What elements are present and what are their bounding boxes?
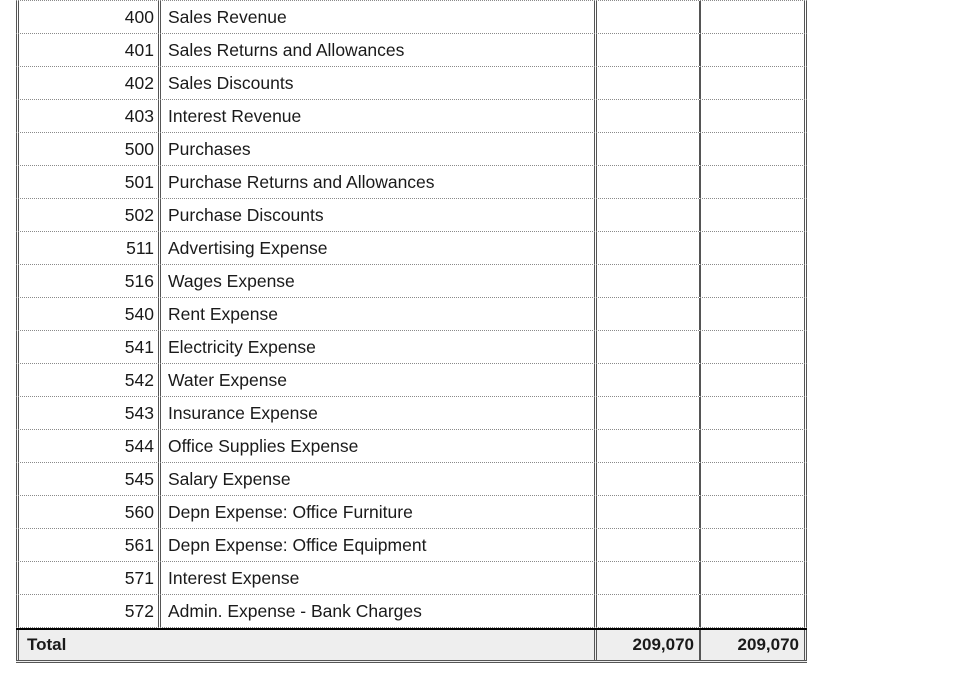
table-row — [16, 133, 807, 166]
account-name: Purchases — [158, 133, 594, 165]
account-name: Interest Expense — [158, 562, 594, 594]
table-row — [16, 0, 807, 34]
debit-cell[interactable] — [594, 1, 700, 33]
account-name: Rent Expense — [158, 298, 594, 330]
credit-cell[interactable] — [700, 562, 807, 594]
credit-cell[interactable] — [700, 298, 807, 330]
debit-cell[interactable] — [594, 232, 700, 264]
account-name: Admin. Expense - Bank Charges — [158, 595, 594, 627]
debit-cell[interactable] — [594, 298, 700, 330]
table-row — [16, 199, 807, 232]
account-number: 544 — [16, 430, 158, 462]
debit-cell[interactable] — [594, 529, 700, 561]
account-name: Advertising Expense — [158, 232, 594, 264]
account-name: Depn Expense: Office Furniture — [158, 496, 594, 528]
credit-cell[interactable] — [700, 133, 807, 165]
account-number: 560 — [16, 496, 158, 528]
table-row — [16, 265, 807, 298]
table-row — [16, 463, 807, 496]
debit-cell[interactable] — [594, 430, 700, 462]
account-name: Salary Expense — [158, 463, 594, 495]
account-name: Insurance Expense — [158, 397, 594, 429]
total-debit-cell[interactable]: 209,070 — [594, 630, 700, 660]
table-row — [16, 430, 807, 463]
credit-cell[interactable] — [700, 331, 807, 363]
table-row — [16, 100, 807, 133]
credit-cell[interactable] — [700, 199, 807, 231]
credit-cell[interactable] — [700, 496, 807, 528]
account-number: 511 — [16, 232, 158, 264]
debit-cell[interactable] — [594, 34, 700, 66]
account-name: Wages Expense — [158, 265, 594, 297]
credit-cell[interactable] — [700, 166, 807, 198]
account-name: Interest Revenue — [158, 100, 594, 132]
trial-balance-table — [16, 0, 807, 663]
table-row — [16, 595, 807, 628]
debit-cell[interactable] — [594, 166, 700, 198]
account-number: 561 — [16, 529, 158, 561]
account-name: Electricity Expense — [158, 331, 594, 363]
account-rows — [16, 0, 807, 628]
account-number: 543 — [16, 397, 158, 429]
credit-cell[interactable] — [700, 100, 807, 132]
account-name: Purchase Returns and Allowances — [158, 166, 594, 198]
account-name: Water Expense — [158, 364, 594, 396]
debit-cell[interactable] — [594, 364, 700, 396]
table-row — [16, 298, 807, 331]
account-number: 501 — [16, 166, 158, 198]
debit-cell[interactable] — [594, 100, 700, 132]
account-name: Office Supplies Expense — [158, 430, 594, 462]
table-row — [16, 232, 807, 265]
account-number: 402 — [16, 67, 158, 99]
account-number: 572 — [16, 595, 158, 627]
credit-cell[interactable] — [700, 595, 807, 627]
total-row — [16, 628, 807, 663]
account-number: 542 — [16, 364, 158, 396]
account-name: Sales Revenue — [158, 1, 594, 33]
table-row — [16, 331, 807, 364]
debit-cell[interactable] — [594, 397, 700, 429]
account-number: 540 — [16, 298, 158, 330]
debit-cell[interactable] — [594, 67, 700, 99]
account-number: 500 — [16, 133, 158, 165]
table-row — [16, 397, 807, 430]
account-number: 403 — [16, 100, 158, 132]
account-number: 545 — [16, 463, 158, 495]
credit-cell[interactable] — [700, 463, 807, 495]
table-row — [16, 364, 807, 397]
account-name: Sales Discounts — [158, 67, 594, 99]
account-number: 541 — [16, 331, 158, 363]
account-name: Depn Expense: Office Equipment — [158, 529, 594, 561]
credit-cell[interactable] — [700, 529, 807, 561]
account-number: 516 — [16, 265, 158, 297]
credit-cell[interactable] — [700, 430, 807, 462]
debit-cell[interactable] — [594, 133, 700, 165]
debit-cell[interactable] — [594, 595, 700, 627]
debit-cell[interactable] — [594, 562, 700, 594]
debit-cell[interactable] — [594, 199, 700, 231]
account-number: 502 — [16, 199, 158, 231]
account-name: Sales Returns and Allowances — [158, 34, 594, 66]
table-row — [16, 562, 807, 595]
debit-cell[interactable] — [594, 265, 700, 297]
account-number: 571 — [16, 562, 158, 594]
credit-cell[interactable] — [700, 34, 807, 66]
account-name: Purchase Discounts — [158, 199, 594, 231]
account-number: 400 — [16, 1, 158, 33]
total-credit-cell[interactable]: 209,070 — [700, 630, 807, 660]
table-row — [16, 529, 807, 562]
credit-cell[interactable] — [700, 397, 807, 429]
credit-cell[interactable] — [700, 1, 807, 33]
table-row — [16, 67, 807, 100]
debit-cell[interactable] — [594, 463, 700, 495]
credit-cell[interactable] — [700, 364, 807, 396]
credit-cell[interactable] — [700, 67, 807, 99]
table-row — [16, 166, 807, 199]
credit-cell[interactable] — [700, 232, 807, 264]
debit-cell[interactable] — [594, 331, 700, 363]
account-number: 401 — [16, 34, 158, 66]
table-row — [16, 34, 807, 67]
table-row — [16, 496, 807, 529]
debit-cell[interactable] — [594, 496, 700, 528]
credit-cell[interactable] — [700, 265, 807, 297]
total-label: Total — [16, 630, 594, 660]
